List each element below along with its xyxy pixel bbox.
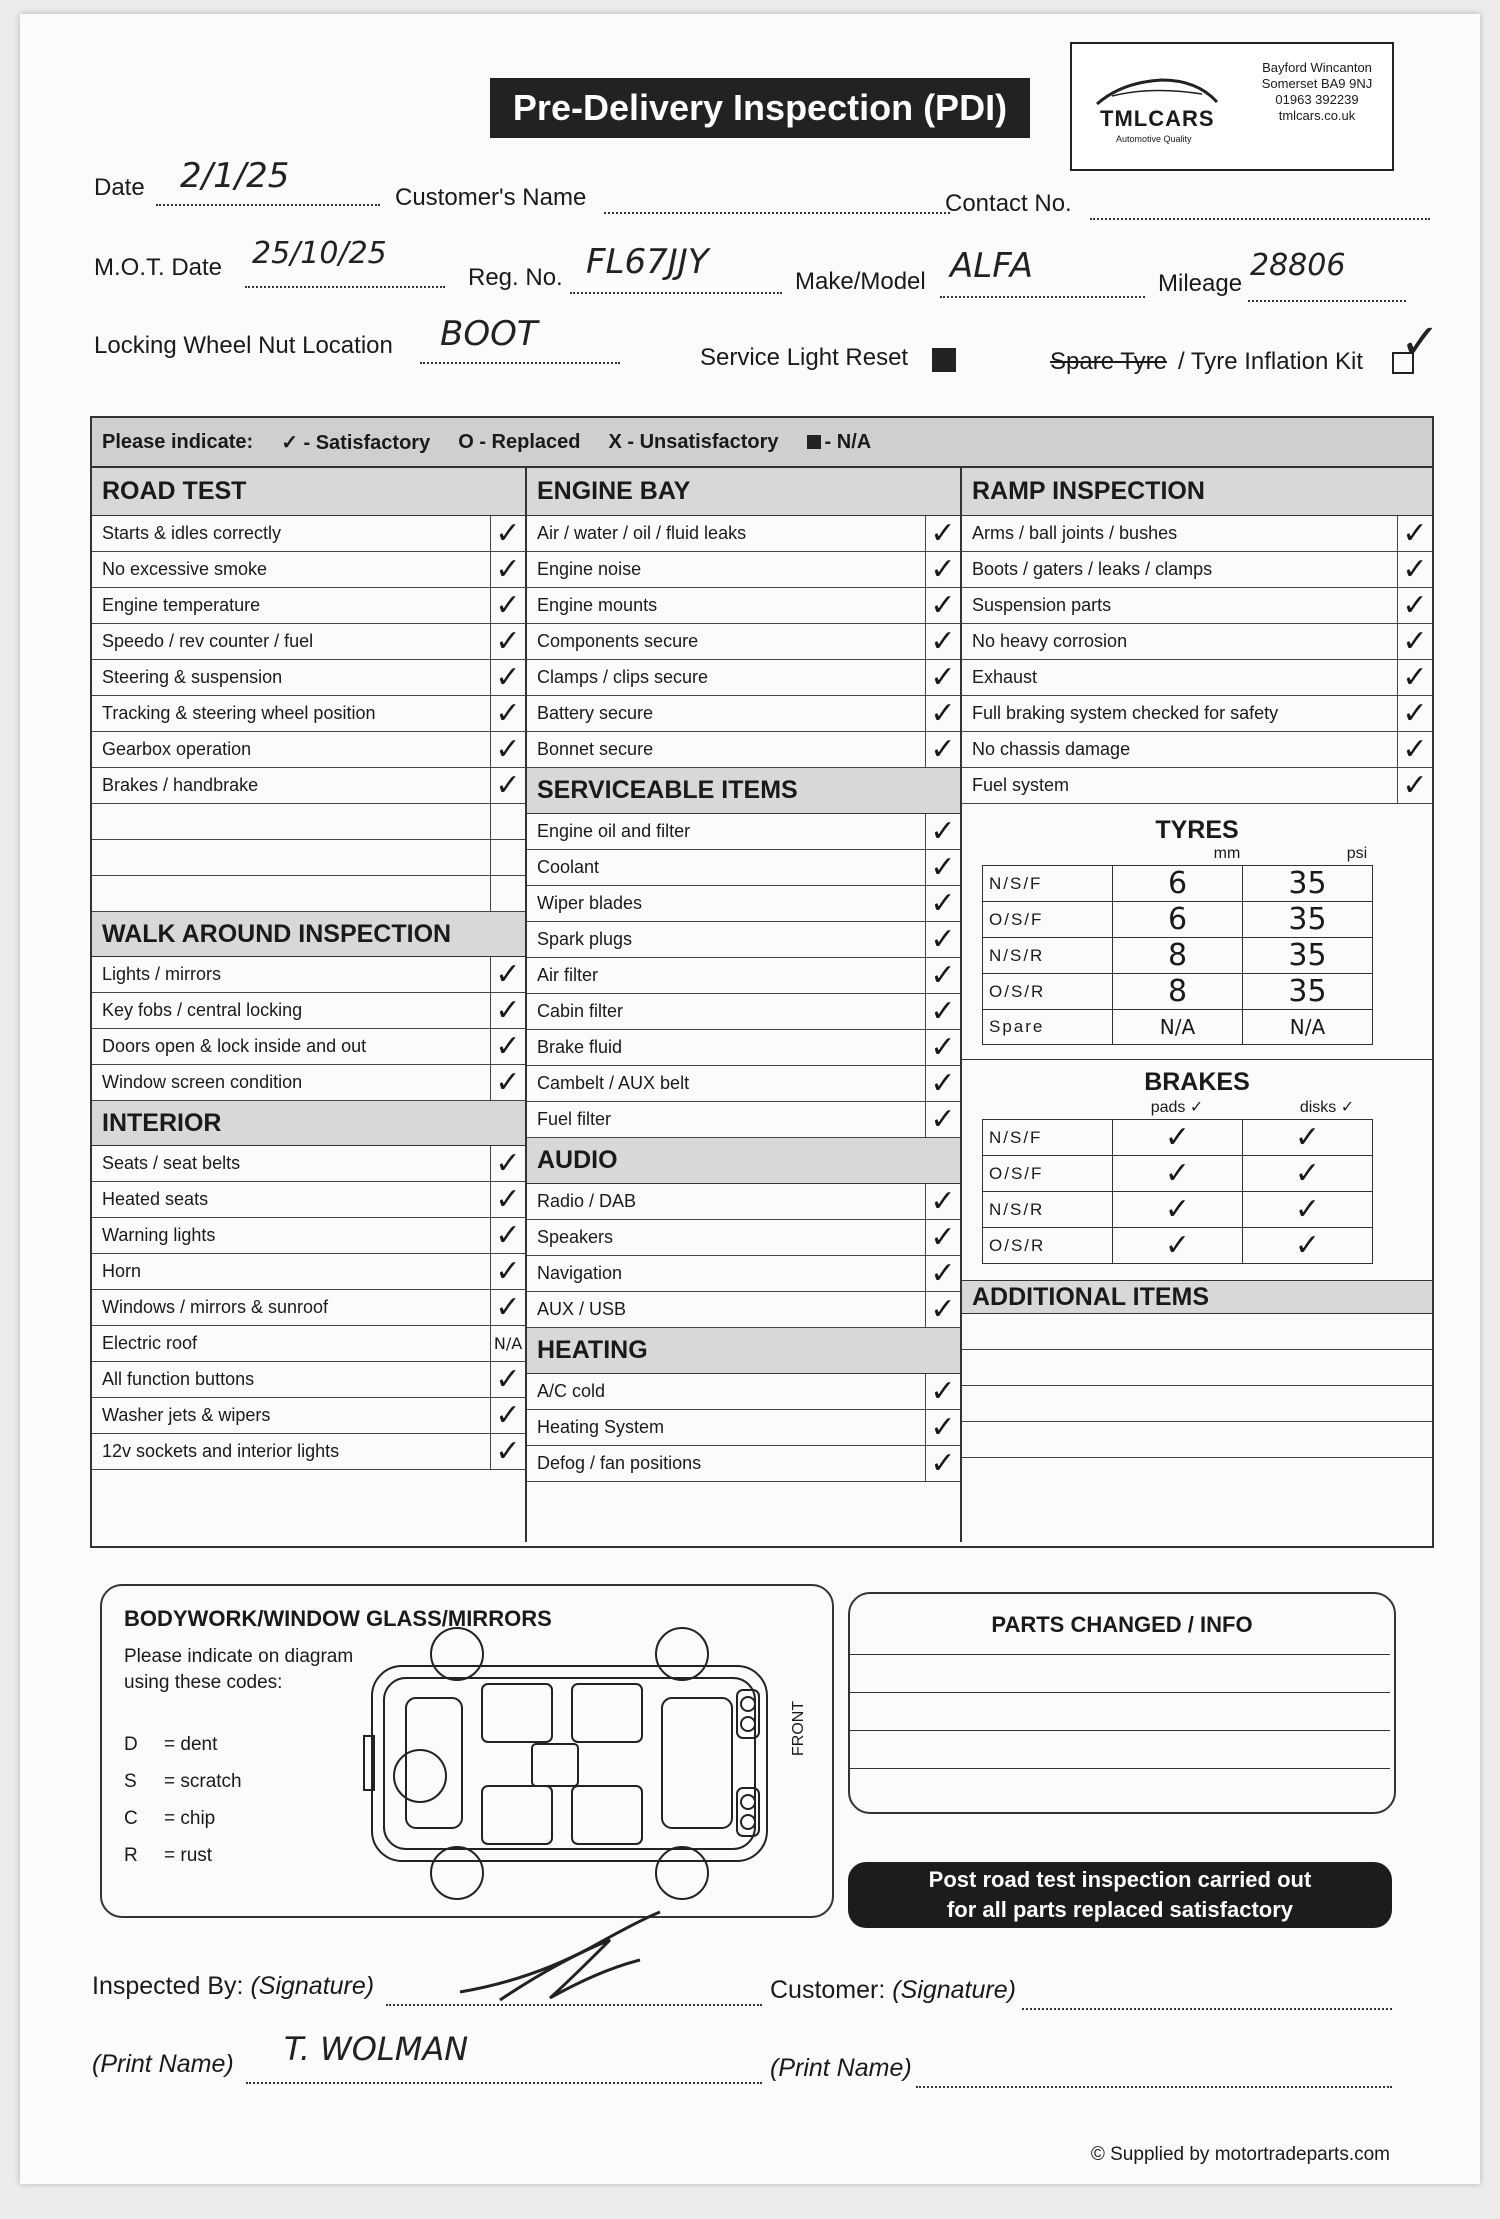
checklist-tick-box[interactable]: ✓ — [1397, 768, 1432, 803]
tyre-row — [983, 1010, 1373, 1045]
checklist-tick-box[interactable]: ✓ — [490, 1362, 525, 1397]
checklist-item — [527, 994, 960, 1030]
brake-pads-tick[interactable]: ✓ — [1113, 1228, 1243, 1264]
heating-list — [527, 1374, 960, 1482]
car-diagram-icon[interactable] — [362, 1626, 782, 1901]
checklist-tick-box[interactable]: ✓ — [490, 1065, 525, 1100]
checklist-item — [92, 768, 525, 804]
checklist-tick-box[interactable]: ✓ — [1397, 660, 1432, 695]
checklist-item-label: Full braking system checked for safety — [972, 703, 1279, 723]
tyre-position: N/S/R — [983, 938, 1113, 974]
checklist-item — [527, 1410, 960, 1446]
checklist-tick-box[interactable]: ✓ — [925, 1256, 960, 1291]
contact-no-label: Contact No. — [945, 190, 1072, 217]
checklist-tick-box[interactable]: ✓ — [490, 1290, 525, 1325]
ramp-inspection-heading: RAMP INSPECTION — [962, 468, 1432, 516]
checklist-item — [527, 1030, 960, 1066]
checklist-tick-box[interactable]: ✓ — [925, 1374, 960, 1409]
checklist-item — [527, 1374, 960, 1410]
checklist-item — [92, 1182, 525, 1218]
inspector-print-name-label: (Print Name) — [92, 2050, 234, 2078]
checklist-tick-box[interactable]: ✓ — [1397, 624, 1432, 659]
tyre-mm-value[interactable]: N/A — [1113, 1010, 1243, 1045]
checklist-item-label: Engine temperature — [102, 595, 261, 615]
brake-position: O/S/F — [983, 1156, 1113, 1192]
inspection-grid — [90, 416, 1434, 1548]
checklist-tick-box[interactable]: ✓ — [925, 994, 960, 1029]
form-title: Pre-Delivery Inspection (PDI) — [490, 78, 1030, 138]
checklist-item — [527, 624, 960, 660]
checklist-item-label: Battery secure — [537, 703, 654, 723]
checklist-item-label: Seats / seat belts — [102, 1153, 241, 1173]
checklist-tick-box[interactable]: ✓ — [925, 552, 960, 587]
checklist-item — [527, 516, 960, 552]
brake-row — [983, 1192, 1373, 1228]
tyres-psi-header: psi — [1346, 845, 1368, 862]
service-light-label: Service Light Reset — [700, 344, 909, 371]
logo-name: TMLCARS — [1100, 106, 1215, 131]
brake-position: N/S/R — [983, 1192, 1113, 1228]
checklist-item-label: Engine oil and filter — [537, 821, 691, 841]
parts-changed-box — [848, 1592, 1396, 1814]
locking-wheel-nut-value: BOOT — [440, 314, 538, 354]
customer-print-name-field[interactable] — [916, 2062, 1392, 2088]
tyre-psi-value[interactable]: 35 — [1243, 866, 1373, 902]
checklist-tick-box[interactable]: ✓ — [925, 732, 960, 767]
mot-date-value: 25/10/25 — [252, 236, 387, 271]
checklist-item-label: Brake fluid — [537, 1037, 623, 1057]
checklist-tick-box[interactable]: ✓ — [1397, 696, 1432, 731]
interior-list — [92, 1146, 525, 1470]
checklist-tick-box[interactable]: ✓ — [1397, 552, 1432, 587]
checklist-item-label: Washer jets & wipers — [102, 1405, 271, 1425]
checklist-item-label: Window screen condition — [102, 1072, 303, 1092]
checklist-tick-box[interactable]: ✓ — [490, 516, 525, 551]
checklist-item — [962, 552, 1432, 588]
checklist-tick-box[interactable]: ✓ — [925, 958, 960, 993]
tyre-row — [983, 866, 1373, 902]
brake-disks-tick[interactable]: ✓ — [1243, 1120, 1373, 1156]
checklist-item-label: Cabin filter — [537, 1001, 624, 1021]
checklist-item-label: Radio / DAB — [537, 1191, 637, 1211]
checklist-item-label: Bonnet secure — [537, 739, 654, 759]
checklist-item-label: Starts & idles correctly — [102, 523, 282, 543]
checklist-tick-box[interactable]: ✓ — [490, 588, 525, 623]
checklist-tick-box[interactable]: ✓ — [925, 1066, 960, 1101]
make-model-value: ALFA — [950, 246, 1034, 286]
checklist-tick-box[interactable]: ✓ — [490, 732, 525, 767]
engine-bay-heading: ENGINE BAY — [527, 468, 960, 516]
brake-row — [983, 1156, 1373, 1192]
checklist-item-label: Fuel filter — [537, 1109, 612, 1129]
legend-na: - N/A — [807, 431, 872, 454]
checklist-item — [527, 588, 960, 624]
checklist-item — [962, 696, 1432, 732]
checklist-item — [962, 516, 1432, 552]
brake-disks-tick[interactable]: ✓ — [1243, 1228, 1373, 1264]
checklist-tick-box[interactable]: ✓ — [490, 1182, 525, 1217]
parts-line[interactable] — [850, 1730, 1390, 1731]
checklist-item — [527, 886, 960, 922]
brake-pads-tick[interactable]: ✓ — [1113, 1120, 1243, 1156]
checklist-tick-box[interactable]: ✓ — [925, 922, 960, 957]
checklist-item — [92, 732, 525, 768]
tyres-mm-header: mm — [1213, 845, 1241, 862]
checklist-tick-box[interactable]: ✓ — [925, 1446, 960, 1481]
brakes-table — [982, 1119, 1373, 1264]
checklist-item-label: Horn — [102, 1261, 142, 1281]
walk-around-heading: WALK AROUND INSPECTION — [92, 912, 525, 957]
checklist-item-label: All function buttons — [102, 1369, 255, 1389]
tyre-psi-value[interactable]: 35 — [1243, 938, 1373, 974]
checklist-item — [92, 1362, 525, 1398]
bodywork-box — [100, 1584, 834, 1918]
interior-heading: INTERIOR — [92, 1101, 525, 1146]
checklist-item — [962, 624, 1432, 660]
checklist-tick-box[interactable]: ✓ — [490, 993, 525, 1028]
checklist-item-label: Speakers — [537, 1227, 614, 1247]
legend-unsatisfactory: X - Unsatisfactory — [608, 430, 779, 453]
checklist-item-label: Steering & suspension — [102, 667, 283, 687]
checklist-item-label: 12v sockets and interior lights — [102, 1441, 340, 1461]
checklist-item — [92, 624, 525, 660]
checklist-item-label: Fuel system — [972, 775, 1070, 795]
serviceable-items-heading: SERVICEABLE ITEMS — [527, 768, 960, 814]
checklist-item-label: Boots / gaters / leaks / clamps — [972, 559, 1213, 579]
damage-code-list: D = dent S = scratch C = chip R = rust — [124, 1734, 242, 1866]
column-middle — [527, 468, 962, 1542]
reg-no-value: FL67JJY — [586, 242, 709, 282]
mileage-label: Mileage — [1158, 270, 1243, 297]
brakes-heading: BRAKES — [1144, 1068, 1250, 1096]
checklist-item-label: Navigation — [537, 1263, 623, 1283]
tyre-position: N/S/F — [983, 866, 1113, 902]
brake-disks-tick[interactable]: ✓ — [1243, 1192, 1373, 1228]
na-square-icon — [807, 435, 821, 449]
blank-row[interactable] — [92, 840, 525, 876]
tyre-mm-value[interactable]: 8 — [1113, 974, 1243, 1010]
customer-signature-label: Customer: (Signature) — [770, 1976, 1016, 2004]
checklist-item-label: Gearbox operation — [102, 739, 252, 759]
checklist-tick-box[interactable]: ✓ — [490, 624, 525, 659]
brake-pads-tick[interactable]: ✓ — [1113, 1192, 1243, 1228]
checklist-item — [962, 732, 1432, 768]
checklist-tick-box[interactable]: N/A — [490, 1326, 525, 1361]
checklist-item — [527, 814, 960, 850]
reg-no-label: Reg. No. — [468, 264, 563, 291]
checklist-tick-box[interactable]: ✓ — [925, 1030, 960, 1065]
checklist-tick-box[interactable]: ✓ — [490, 1218, 525, 1253]
checklist-item — [92, 588, 525, 624]
spare-tyre-label: Spare Tyre — [1050, 348, 1167, 375]
checklist-tick-box[interactable]: ✓ — [925, 1292, 960, 1327]
parts-line[interactable] — [850, 1768, 1390, 1769]
checklist-tick-box[interactable]: ✓ — [490, 957, 525, 992]
inspector-print-name-value: T. WOLMAN — [284, 2030, 469, 2068]
tyre-mm-value[interactable]: 6 — [1113, 866, 1243, 902]
post-road-test-banner: Post road test inspection carried out for all parts replaced satisfactory — [848, 1862, 1392, 1928]
checklist-tick-box[interactable]: ✓ — [925, 516, 960, 551]
column-left — [92, 468, 527, 1542]
brake-position: O/S/R — [983, 1228, 1113, 1264]
checklist-tick-box[interactable]: ✓ — [490, 1434, 525, 1469]
additional-item-row[interactable] — [962, 1422, 1432, 1458]
locking-wheel-nut-label: Locking Wheel Nut Location — [94, 332, 393, 359]
checklist-item-label: Heated seats — [102, 1189, 209, 1209]
mileage-value: 28806 — [1250, 248, 1346, 283]
checklist-item-label: No chassis damage — [972, 739, 1131, 759]
checklist-item-label: Engine mounts — [537, 595, 658, 615]
checklist-tick-box[interactable]: ✓ — [490, 1398, 525, 1433]
brake-row — [983, 1228, 1373, 1264]
checklist-item — [527, 660, 960, 696]
checklist-item — [92, 516, 525, 552]
checklist-item — [527, 922, 960, 958]
checklist-item — [92, 1290, 525, 1326]
tyre-psi-value[interactable]: N/A — [1243, 1010, 1373, 1045]
checklist-item-label: Doors open & lock inside and out — [102, 1036, 367, 1056]
checklist-item — [527, 1256, 960, 1292]
tyre-inflation-kit-label: / Tyre Inflation Kit — [1178, 348, 1363, 375]
checklist-item-label: Air / water / oil / fluid leaks — [537, 523, 747, 543]
checklist-item — [527, 1220, 960, 1256]
checklist-tick-box[interactable]: ✓ — [490, 552, 525, 587]
checklist-item-label: No heavy corrosion — [972, 631, 1128, 651]
inspected-by-label: Inspected By: (Signature) — [92, 1972, 375, 2000]
audio-list — [527, 1184, 960, 1328]
checklist-item-label: Tracking & steering wheel position — [102, 703, 376, 723]
checklist-item-label: Air filter — [537, 965, 599, 985]
tyre-row — [983, 902, 1373, 938]
checklist-item — [527, 1184, 960, 1220]
tyres-heading: TYRES — [1155, 816, 1239, 844]
pdi-sheet — [20, 14, 1480, 2184]
parts-changed-heading: PARTS CHANGED / INFO — [991, 1612, 1253, 1637]
checklist-item — [527, 850, 960, 886]
checklist-item-label: Suspension parts — [972, 595, 1112, 615]
parts-line[interactable] — [850, 1692, 1390, 1693]
checklist-tick-box[interactable]: ✓ — [925, 696, 960, 731]
checklist-item-label: Lights / mirrors — [102, 964, 222, 984]
checklist-item-label: AUX / USB — [537, 1299, 627, 1319]
front-label: FRONT — [790, 1700, 807, 1756]
legend-bar — [92, 418, 1432, 468]
checklist-item-label: Engine noise — [537, 559, 642, 579]
date-label: Date — [94, 174, 145, 201]
logo-subtitle: Automotive Quality — [1116, 134, 1192, 144]
road-test-list — [92, 516, 525, 804]
inspector-signature-scribble-icon — [440, 1900, 680, 2010]
checklist-tick-box[interactable]: ✓ — [490, 768, 525, 803]
dealer-address: Bayford Wincanton Somerset BA9 9NJ 01963 392239 tmlcars.co.uk — [1261, 60, 1373, 123]
additional-item-row[interactable] — [962, 1386, 1432, 1422]
checklist-item — [92, 660, 525, 696]
checklist-item-label: Coolant — [537, 857, 600, 877]
checklist-item — [92, 1146, 525, 1182]
tyre-inflation-kit-tick: ✓ — [1400, 314, 1441, 370]
checklist-item — [92, 1254, 525, 1290]
serviceable-items-list — [527, 814, 960, 1138]
tyre-mm-value[interactable]: 6 — [1113, 902, 1243, 938]
checklist-item — [92, 1065, 525, 1101]
checklist-item — [527, 732, 960, 768]
additional-item-row[interactable] — [962, 1314, 1432, 1350]
checklist-item — [92, 957, 525, 993]
checklist-tick-box[interactable]: ✓ — [490, 1254, 525, 1289]
checklist-item — [92, 1398, 525, 1434]
legend-prefix: Please indicate: — [102, 430, 254, 453]
tyre-psi-value[interactable]: 35 — [1243, 902, 1373, 938]
checklist-item-label: Components secure — [537, 631, 699, 651]
blank-row[interactable] — [92, 804, 525, 840]
checklist-item-label: Brakes / handbrake — [102, 775, 259, 795]
column-right — [962, 468, 1432, 1542]
contact-no-field[interactable] — [1090, 194, 1430, 220]
checklist-tick-box[interactable]: ✓ — [925, 588, 960, 623]
footer-credit: © Supplied by motortradeparts.com — [1090, 2144, 1390, 2165]
checklist-tick-box[interactable]: ✓ — [925, 850, 960, 885]
checklist-item — [527, 958, 960, 994]
customer-name-field[interactable] — [604, 188, 950, 214]
checklist-item-label: No excessive smoke — [102, 559, 268, 579]
legend-satisfactory: ✓ - Satisfactory — [281, 431, 431, 454]
checklist-tick-box[interactable]: ✓ — [490, 1029, 525, 1064]
checklist-item — [527, 1102, 960, 1138]
checklist-tick-box[interactable]: ✓ — [925, 814, 960, 849]
checklist-item — [962, 588, 1432, 624]
customer-print-name-label: (Print Name) — [770, 2054, 912, 2082]
dealer-logo-box — [1070, 42, 1394, 171]
additional-item-row[interactable] — [962, 1350, 1432, 1386]
checklist-item — [527, 1446, 960, 1482]
audio-heading: AUDIO — [527, 1138, 960, 1184]
ramp-inspection-list — [962, 516, 1432, 804]
checklist-item-label: Heating System — [537, 1417, 665, 1437]
checklist-tick-box[interactable]: ✓ — [925, 1410, 960, 1445]
checklist-tick-box[interactable]: ✓ — [925, 1102, 960, 1137]
checklist-item-label: Wiper blades — [537, 893, 643, 913]
checklist-item — [92, 696, 525, 732]
checklist-item-label: Clamps / clips secure — [537, 667, 709, 687]
checklist-tick-box[interactable]: ✓ — [1397, 732, 1432, 767]
tyre-position: Spare — [983, 1010, 1113, 1045]
checklist-tick-box[interactable]: ✓ — [925, 624, 960, 659]
checklist-item — [527, 552, 960, 588]
checklist-item — [962, 660, 1432, 696]
checklist-tick-box[interactable]: ✓ — [490, 660, 525, 695]
additional-items-heading: ADDITIONAL ITEMS — [962, 1280, 1432, 1314]
engine-bay-list — [527, 516, 960, 768]
checklist-item — [527, 696, 960, 732]
car-logo-icon — [1092, 74, 1222, 108]
checklist-item — [527, 1292, 960, 1328]
service-light-checkbox[interactable] — [932, 348, 956, 372]
checklist-tick-box[interactable]: ✓ — [925, 886, 960, 921]
checklist-tick-box[interactable]: ✓ — [925, 1184, 960, 1219]
checklist-item-label: Warning lights — [102, 1225, 216, 1245]
brakes-pads-header: pads ✓ — [1150, 1099, 1204, 1116]
checklist-item-label: Exhaust — [972, 667, 1038, 687]
checklist-item-label: Defog / fan positions — [537, 1453, 702, 1473]
checklist-item — [92, 1434, 525, 1470]
customer-name-label: Customer's Name — [395, 184, 587, 211]
checklist-item-label: Spark plugs — [537, 929, 633, 949]
tyre-mm-value[interactable]: 8 — [1113, 938, 1243, 974]
checklist-item-label: Key fobs / central locking — [102, 1000, 303, 1020]
brake-position: N/S/F — [983, 1120, 1113, 1156]
checklist-tick-box[interactable]: ✓ — [1397, 516, 1432, 551]
date-value: 2/1/25 — [180, 156, 290, 196]
checklist-item — [527, 1066, 960, 1102]
bodywork-instruction-1: Please indicate on diagram — [124, 1646, 354, 1667]
customer-signature-field[interactable] — [1022, 1984, 1392, 2010]
road-test-heading: ROAD TEST — [92, 468, 525, 516]
checklist-item — [92, 552, 525, 588]
checklist-item-label: Arms / ball joints / bushes — [972, 523, 1178, 543]
checklist-item-label: Windows / mirrors & sunroof — [102, 1297, 329, 1317]
mot-date-label: M.O.T. Date — [94, 254, 223, 281]
checklist-item — [962, 768, 1432, 804]
legend-replaced: O - Replaced — [458, 430, 581, 453]
checklist-item-label: A/C cold — [537, 1381, 606, 1401]
checklist-item-label: Electric roof — [102, 1333, 198, 1353]
brake-row — [983, 1120, 1373, 1156]
make-model-label: Make/Model — [795, 268, 926, 295]
brake-disks-tick[interactable]: ✓ — [1243, 1156, 1373, 1192]
checklist-item-label: Speedo / rev counter / fuel — [102, 631, 314, 651]
checklist-tick-box[interactable]: ✓ — [925, 660, 960, 695]
walk-around-list — [92, 957, 525, 1101]
checklist-item-label: Cambelt / AUX belt — [537, 1073, 690, 1093]
parts-line[interactable] — [850, 1654, 1390, 1655]
checklist-tick-box[interactable]: ✓ — [1397, 588, 1432, 623]
tyre-position: O/S/R — [983, 974, 1113, 1010]
tyre-row — [983, 974, 1373, 1010]
tyre-psi-value[interactable]: 35 — [1243, 974, 1373, 1010]
checklist-item — [92, 1218, 525, 1254]
blank-row[interactable] — [92, 876, 525, 912]
tyre-row — [983, 938, 1373, 974]
checklist-item — [92, 1029, 525, 1065]
brake-pads-tick[interactable]: ✓ — [1113, 1156, 1243, 1192]
bodywork-instruction-2: using these codes: — [124, 1672, 283, 1693]
checklist-tick-box[interactable]: ✓ — [490, 696, 525, 731]
checklist-tick-box[interactable]: ✓ — [925, 1220, 960, 1255]
tyre-position: O/S/F — [983, 902, 1113, 938]
checklist-item — [92, 993, 525, 1029]
checklist-item — [92, 1326, 525, 1362]
tyres-table — [982, 865, 1373, 1045]
bodywork-heading: BODYWORK/WINDOW GLASS/MIRRORS — [124, 1606, 552, 1631]
heating-heading: HEATING — [527, 1328, 960, 1374]
checklist-tick-box[interactable]: ✓ — [490, 1146, 525, 1181]
brakes-disks-header: disks ✓ — [1299, 1099, 1355, 1116]
